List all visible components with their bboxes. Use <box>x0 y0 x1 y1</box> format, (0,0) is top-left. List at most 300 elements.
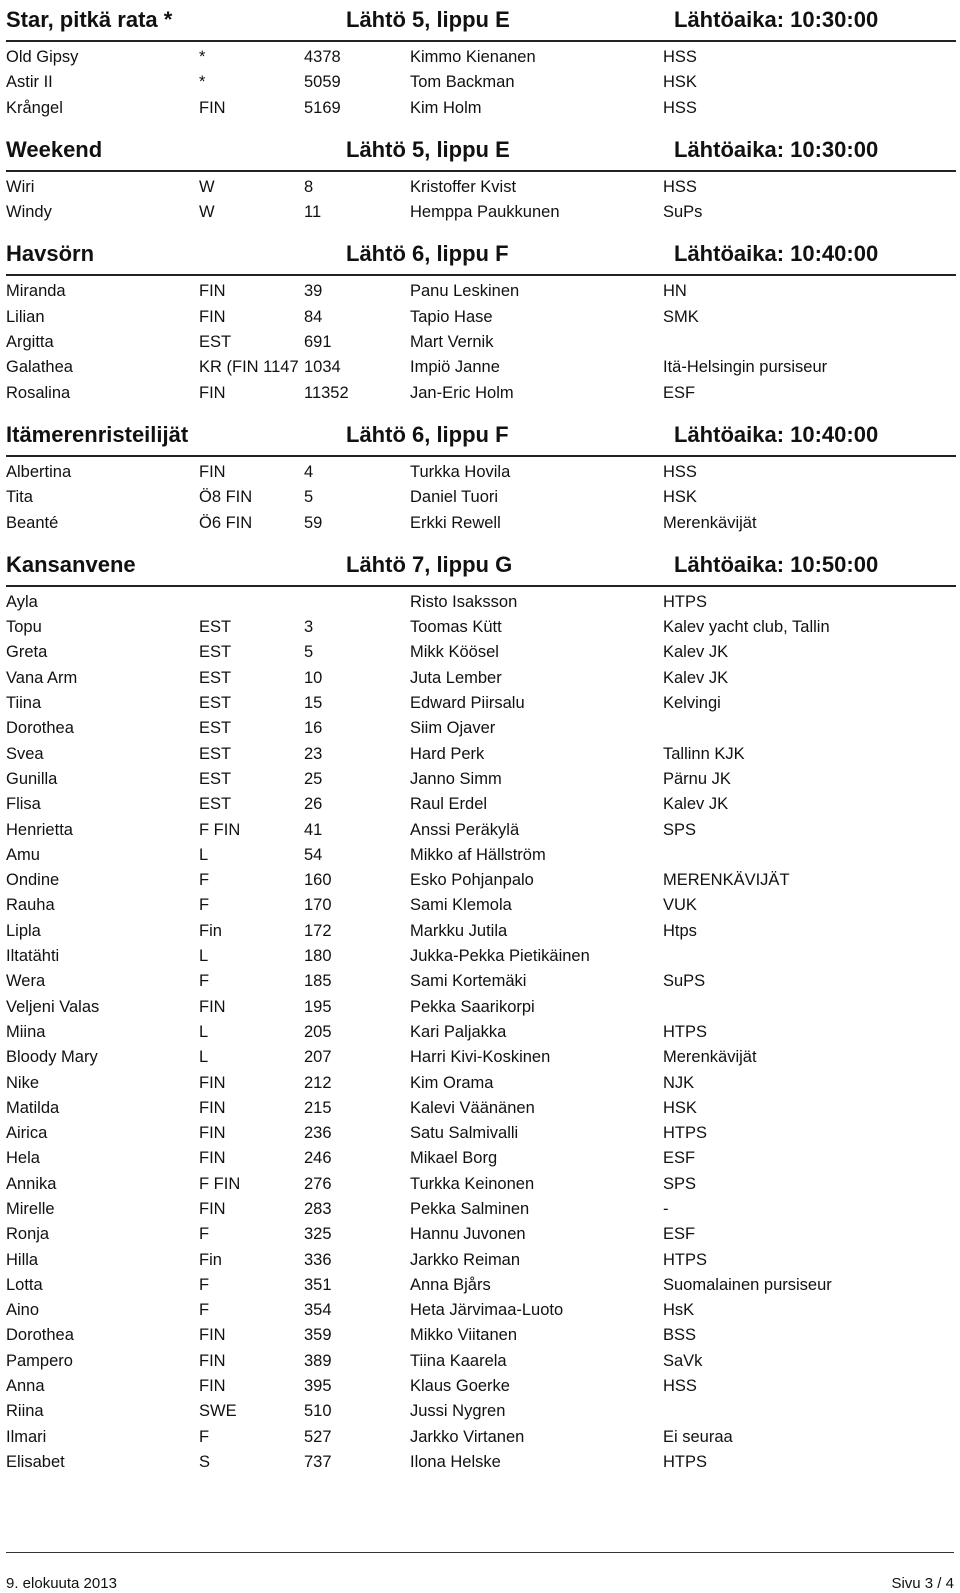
sail-number: 336 <box>304 1250 332 1269</box>
boat-name: Tiina <box>6 694 42 713</box>
entry-row <box>6 969 956 994</box>
boat-name: Ilmari <box>6 1427 47 1446</box>
skipper-name: Harri Kivi-Koskinen <box>410 1048 551 1067</box>
sail-prefix: F <box>199 1301 210 1320</box>
sail-number: 215 <box>304 1098 332 1117</box>
club-name: HTPS <box>663 1452 708 1471</box>
sail-number: 354 <box>304 1301 332 1320</box>
skipper-name: Sami Klemola <box>410 896 512 915</box>
class-header <box>6 415 956 457</box>
sail-prefix: FIN <box>199 383 226 402</box>
sail-number: 160 <box>304 871 332 890</box>
club-name: ESF <box>663 1149 696 1168</box>
skipper-name: Erkki Rewell <box>410 513 501 532</box>
club-name: Kalev JK <box>663 795 729 814</box>
sail-number: 276 <box>304 1174 332 1193</box>
class-header <box>6 130 956 172</box>
sail-number: 4 <box>304 462 314 481</box>
boat-name: Annika <box>6 1174 57 1193</box>
sail-number: 195 <box>304 997 332 1016</box>
sail-prefix: F FIN <box>199 820 241 839</box>
sail-number: 737 <box>304 1452 332 1471</box>
sail-prefix: L <box>199 1022 209 1041</box>
boat-name: Krångel <box>6 98 63 117</box>
sail-prefix: Ö6 FIN <box>199 513 253 532</box>
entry-row <box>6 1071 956 1096</box>
start-info: Lähtö 6, lippu F <box>346 241 509 267</box>
entry-row <box>6 1146 956 1171</box>
sail-prefix: SWE <box>199 1402 237 1421</box>
page-footer <box>6 1552 954 1592</box>
entry-row <box>6 944 956 969</box>
club-name: Kalev yacht club, Tallin <box>663 618 830 637</box>
entry-list <box>6 172 956 226</box>
start-time: Lähtöaika: 10:50:00 <box>674 551 879 577</box>
sail-number: 510 <box>304 1402 332 1421</box>
sail-prefix: W <box>199 203 215 222</box>
entry-row <box>6 1121 956 1146</box>
entry-row <box>6 995 956 1020</box>
club-name: HTPS <box>663 592 708 611</box>
club-name: HSS <box>663 1377 697 1396</box>
sail-prefix: F <box>199 1225 210 1244</box>
skipper-name: Risto Isaksson <box>410 592 518 611</box>
sail-prefix: FIN <box>199 997 226 1016</box>
entry-row <box>6 1298 956 1323</box>
boat-name: Wiri <box>6 177 35 196</box>
sail-prefix: F <box>199 896 210 915</box>
skipper-name: Kim Orama <box>410 1073 494 1092</box>
boat-name: Matilda <box>6 1098 60 1117</box>
skipper-name: Panu Leskinen <box>410 282 520 301</box>
class-name: Weekend <box>6 136 103 162</box>
boat-name: Bloody Mary <box>6 1048 98 1067</box>
skipper-name: Turkka Keinonen <box>410 1174 535 1193</box>
start-list-page <box>6 0 956 1475</box>
sail-number: 26 <box>304 795 323 814</box>
boat-name: Amu <box>6 845 40 864</box>
skipper-name: Kari Paljakka <box>410 1022 507 1041</box>
club-name: HSS <box>663 177 697 196</box>
club-name: SPS <box>663 1174 697 1193</box>
entry-row <box>6 70 956 95</box>
start-info: Lähtö 5, lippu E <box>346 136 510 162</box>
class-name: Star, pitkä rata * <box>6 7 173 32</box>
entry-row <box>6 767 956 792</box>
sail-prefix: FIN <box>199 307 226 326</box>
club-name: HSK <box>663 73 697 92</box>
boat-name: Svea <box>6 744 44 763</box>
entry-row <box>6 1222 956 1247</box>
club-name: ESF <box>663 383 696 402</box>
club-name: HSK <box>663 488 697 507</box>
class-header <box>6 0 956 42</box>
club-name: HSS <box>663 462 697 481</box>
skipper-name: Ilona Helske <box>410 1452 501 1471</box>
entry-row <box>6 919 956 944</box>
sail-number: 11 <box>304 203 322 222</box>
skipper-name: Tiina Kaarela <box>410 1351 507 1370</box>
club-name: SuPS <box>663 972 706 991</box>
entry-row <box>6 460 956 485</box>
club-name: HTPS <box>663 1022 708 1041</box>
club-name: HsK <box>663 1301 695 1320</box>
club-name: Htps <box>663 921 697 940</box>
skipper-name: Jan-Eric Holm <box>410 383 514 402</box>
entry-row <box>6 279 956 304</box>
skipper-name: Markku Jutila <box>410 921 508 940</box>
sail-prefix: L <box>199 845 209 864</box>
club-name: MERENKÄVIJÄT <box>663 871 790 890</box>
boat-name: Hilla <box>6 1250 39 1269</box>
sail-prefix: F <box>199 871 210 890</box>
class-section <box>6 415 956 545</box>
sail-number: 54 <box>304 845 323 864</box>
boat-name: Iltatähti <box>6 947 60 966</box>
sail-number: 1034 <box>304 358 341 377</box>
skipper-name: Impiö Janne <box>410 358 500 377</box>
sail-number: 8 <box>304 177 314 196</box>
club-name: - <box>663 1199 669 1218</box>
entry-row <box>6 666 956 691</box>
boat-name: Lipla <box>6 921 41 940</box>
start-time: Lähtöaika: 10:40:00 <box>674 421 879 447</box>
boat-name: Elisabet <box>6 1452 65 1471</box>
boat-name: Dorothea <box>6 1326 74 1345</box>
skipper-name: Janno Simm <box>410 769 502 788</box>
entry-row <box>6 305 956 330</box>
entry-row <box>6 330 956 355</box>
sail-number: 84 <box>304 307 323 326</box>
skipper-name: Anna Bjårs <box>410 1275 491 1294</box>
class-section <box>6 130 956 235</box>
club-name: Tallinn KJK <box>663 744 745 763</box>
club-name: BSS <box>663 1326 697 1345</box>
start-info: Lähtö 5, lippu E <box>346 7 510 32</box>
boat-name: Rosalina <box>6 383 71 402</box>
class-name: Havsörn <box>6 241 95 267</box>
boat-name: Flisa <box>6 795 41 814</box>
skipper-name: Mikk Köösel <box>410 643 499 662</box>
sail-number: 527 <box>304 1427 332 1446</box>
skipper-name: Daniel Tuori <box>410 488 499 507</box>
entry-row <box>6 691 956 716</box>
boat-name: Greta <box>6 643 48 662</box>
entry-row <box>6 1374 956 1399</box>
sail-number: 325 <box>304 1225 332 1244</box>
sail-number: 25 <box>304 769 323 788</box>
class-section <box>6 0 956 130</box>
boat-name: Beanté <box>6 513 59 532</box>
sail-prefix: L <box>199 947 209 966</box>
sail-prefix: EST <box>199 643 232 662</box>
club-name: HSK <box>663 1098 697 1117</box>
entry-list <box>6 587 956 1475</box>
sail-prefix: FIN <box>199 282 226 301</box>
sail-number: 389 <box>304 1351 332 1370</box>
club-name: SuPs <box>663 203 703 222</box>
skipper-name: Anssi Peräkylä <box>410 820 520 839</box>
skipper-name: Juta Lember <box>410 668 502 687</box>
sail-number: 3 <box>304 618 314 637</box>
entry-row <box>6 511 956 536</box>
club-name: HSS <box>663 98 697 117</box>
entry-row <box>6 792 956 817</box>
boat-name: Topu <box>6 618 42 637</box>
start-time: Lähtöaika: 10:30:00 <box>674 7 879 32</box>
skipper-name: Satu Salmivalli <box>410 1124 519 1143</box>
skipper-name: Esko Pohjanpalo <box>410 871 534 890</box>
entry-row <box>6 1450 956 1475</box>
sail-prefix: FIN <box>199 1073 226 1092</box>
skipper-name: Siim Ojaver <box>410 719 496 738</box>
club-name: ESF <box>663 1225 696 1244</box>
sail-prefix: S <box>199 1452 211 1471</box>
club-name: Itä-Helsingin pursiseur <box>663 358 828 377</box>
boat-name: Mirelle <box>6 1199 55 1218</box>
sail-prefix: * <box>199 73 206 92</box>
club-name: NJK <box>663 1073 695 1092</box>
club-name: HN <box>663 282 687 301</box>
boat-name: Riina <box>6 1402 44 1421</box>
boat-name: Airica <box>6 1124 48 1143</box>
skipper-name: Pekka Salminen <box>410 1199 530 1218</box>
sail-number: 691 <box>304 333 332 352</box>
entry-row <box>6 1045 956 1070</box>
boat-name: Rauha <box>6 896 55 915</box>
club-name: SMK <box>663 307 699 326</box>
sail-prefix: FIN <box>199 1098 226 1117</box>
entry-row <box>6 1323 956 1348</box>
skipper-name: Hemppa Paukkunen <box>410 203 560 222</box>
boat-name: Miina <box>6 1022 46 1041</box>
sail-number: 172 <box>304 921 332 940</box>
sail-prefix: W <box>199 177 215 196</box>
sail-number: 23 <box>304 744 323 763</box>
skipper-name: Kristoffer Kvist <box>410 177 517 196</box>
boat-name: Anna <box>6 1377 45 1396</box>
boat-name: Lotta <box>6 1275 43 1294</box>
skipper-name: Hard Perk <box>410 744 485 763</box>
sail-prefix: EST <box>199 694 232 713</box>
entry-row <box>6 45 956 70</box>
section-spacer <box>6 536 956 545</box>
skipper-name: Pekka Saarikorpi <box>410 997 535 1016</box>
sail-prefix: FIN <box>199 98 226 117</box>
sail-number: 283 <box>304 1199 332 1218</box>
sail-number: 185 <box>304 972 332 991</box>
boat-name: Argitta <box>6 333 54 352</box>
skipper-name: Jarkko Reiman <box>410 1250 521 1269</box>
club-name: Pärnu JK <box>663 769 731 788</box>
skipper-name: Tom Backman <box>410 73 515 92</box>
boat-name: Albertina <box>6 462 72 481</box>
entry-row <box>6 96 956 121</box>
club-name: Kalev JK <box>663 668 729 687</box>
sail-prefix: FIN <box>199 1326 226 1345</box>
boat-name: Ondine <box>6 871 60 890</box>
footer-page-number: Sivu 3 / 4 <box>891 1575 954 1592</box>
sail-number: 5169 <box>304 98 341 117</box>
start-info: Lähtö 7, lippu G <box>346 551 513 577</box>
entry-row <box>6 1248 956 1273</box>
skipper-name: Raul Erdel <box>410 795 488 814</box>
boat-name: Galathea <box>6 358 73 377</box>
sail-prefix: F <box>199 972 210 991</box>
sail-number: 4378 <box>304 48 341 66</box>
club-name: HTPS <box>663 1250 708 1269</box>
skipper-name: Mikael Borg <box>410 1149 498 1168</box>
sail-number: 5 <box>304 643 314 662</box>
sail-number: 170 <box>304 896 332 915</box>
sail-prefix: F <box>199 1427 210 1446</box>
sail-number: 16 <box>304 719 323 738</box>
start-time: Lähtöaika: 10:30:00 <box>674 136 879 162</box>
club-name: Kalev JK <box>663 643 729 662</box>
boat-name: Miranda <box>6 282 66 301</box>
skipper-name: Kimmo Kienanen <box>410 48 536 66</box>
entry-row <box>6 175 956 200</box>
boat-name: Henrietta <box>6 820 73 839</box>
sail-number: 10 <box>304 668 323 687</box>
skipper-name: Edward Piirsalu <box>410 694 525 713</box>
sail-number: 11352 <box>304 383 349 402</box>
sail-number: 359 <box>304 1326 332 1345</box>
sail-number: 5059 <box>304 73 341 92</box>
sail-number: 180 <box>304 947 332 966</box>
footer-date: 9. elokuuta 2013 <box>6 1575 117 1592</box>
entry-list <box>6 457 956 536</box>
entry-row <box>6 615 956 640</box>
entry-row <box>6 485 956 510</box>
start-time: Lähtöaika: 10:40:00 <box>674 241 879 267</box>
entry-list <box>6 42 956 121</box>
skipper-name: Mart Vernik <box>410 333 494 352</box>
boat-name: Aino <box>6 1301 40 1320</box>
sail-prefix: F <box>199 1275 210 1294</box>
sail-prefix: EST <box>199 769 232 788</box>
club-name: HSS <box>663 48 697 66</box>
sail-prefix: EST <box>199 333 232 352</box>
class-header <box>6 545 956 587</box>
boat-name: Nike <box>6 1073 40 1092</box>
entry-row <box>6 590 956 615</box>
boat-name: Gunilla <box>6 769 58 788</box>
boat-name: Lilian <box>6 307 45 326</box>
skipper-name: Mikko Viitanen <box>410 1326 518 1345</box>
sail-prefix: EST <box>199 795 232 814</box>
boat-name: Tita <box>6 488 33 507</box>
boat-name: Wera <box>6 972 46 991</box>
entry-row <box>6 1197 956 1222</box>
boat-name: Veljeni Valas <box>6 997 100 1016</box>
sail-number: 39 <box>304 282 323 301</box>
skipper-name: Jarkko Virtanen <box>410 1427 525 1446</box>
club-name: SPS <box>663 820 697 839</box>
entry-row <box>6 1172 956 1197</box>
class-name: Itämerenristeilijät <box>6 421 189 447</box>
sail-number: 41 <box>304 820 323 839</box>
entry-row <box>6 1096 956 1121</box>
class-name: Kansanvene <box>6 551 136 577</box>
sail-prefix: FIN <box>199 462 226 481</box>
class-sections <box>6 0 956 1475</box>
entry-row <box>6 355 956 380</box>
entry-row <box>6 818 956 843</box>
skipper-name: Turkka Hovila <box>410 462 511 481</box>
skipper-name: Tapio Hase <box>410 307 493 326</box>
sail-prefix: Fin <box>199 921 222 940</box>
sail-prefix: EST <box>199 744 232 763</box>
sail-prefix: F FIN <box>199 1174 241 1193</box>
section-spacer <box>6 121 956 130</box>
skipper-name: Kalevi Väänänen <box>410 1098 535 1117</box>
class-header <box>6 234 956 276</box>
skipper-name: Jussi Nygren <box>410 1402 506 1421</box>
sail-number: 351 <box>304 1275 332 1294</box>
boat-name: Old Gipsy <box>6 48 79 66</box>
sail-prefix: FIN <box>199 1149 226 1168</box>
entry-row <box>6 893 956 918</box>
entry-row <box>6 843 956 868</box>
entry-list <box>6 276 956 405</box>
club-name: Merenkävijät <box>663 1048 757 1067</box>
sail-prefix: Fin <box>199 1250 222 1269</box>
sail-prefix: EST <box>199 668 232 687</box>
club-name: Suomalainen pursiseur <box>663 1275 832 1294</box>
class-section <box>6 545 956 1475</box>
sail-number: 59 <box>304 513 323 532</box>
sail-prefix: FIN <box>199 1199 226 1218</box>
sail-number: 15 <box>304 694 323 713</box>
club-name: Ei seuraa <box>663 1427 733 1446</box>
boat-name: Vana Arm <box>6 668 78 687</box>
club-name: VUK <box>663 896 697 915</box>
sail-prefix: L <box>199 1048 209 1067</box>
skipper-name: Hannu Juvonen <box>410 1225 526 1244</box>
sail-prefix: * <box>199 48 206 66</box>
club-name: Merenkävijät <box>663 513 757 532</box>
skipper-name: Kim Holm <box>410 98 482 117</box>
sail-prefix: EST <box>199 719 232 738</box>
boat-name: Ronja <box>6 1225 50 1244</box>
entry-row <box>6 1020 956 1045</box>
sail-number: 5 <box>304 488 314 507</box>
entry-row <box>6 1273 956 1298</box>
start-info: Lähtö 6, lippu F <box>346 421 509 447</box>
boat-name: Windy <box>6 203 52 222</box>
sail-number: 212 <box>304 1073 332 1092</box>
sail-number: 207 <box>304 1048 332 1067</box>
entry-row <box>6 868 956 893</box>
entry-row <box>6 1399 956 1424</box>
boat-name: Hela <box>6 1149 40 1168</box>
sail-number: 246 <box>304 1149 332 1168</box>
boat-name: Ayla <box>6 592 38 611</box>
sail-number: 236 <box>304 1124 332 1143</box>
skipper-name: Klaus Goerke <box>410 1377 510 1396</box>
sail-prefix: EST <box>199 618 232 637</box>
entry-row <box>6 200 956 225</box>
entry-row <box>6 1425 956 1450</box>
sail-prefix: FIN <box>199 1377 226 1396</box>
section-spacer <box>6 406 956 415</box>
sail-prefix: FIN <box>199 1124 226 1143</box>
club-name: Kelvingi <box>663 694 721 713</box>
entry-row <box>6 1349 956 1374</box>
entry-row <box>6 716 956 741</box>
skipper-name: Mikko af Hällström <box>410 845 546 864</box>
